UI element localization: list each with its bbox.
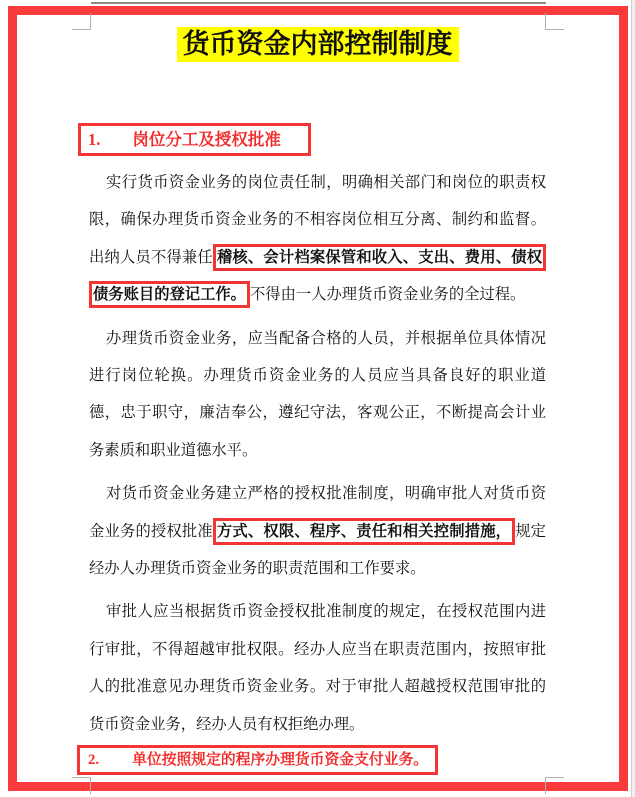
page-right-edge — [631, 0, 635, 797]
section-2-heading-box — [77, 745, 438, 775]
paragraph-1-text-post: 不得由一人办理货币资金业务的全过程。 — [249, 286, 526, 304]
section-2-label: 单位按照规定的程序办理货币资金支付业务。 — [132, 752, 429, 768]
page-top-edge-line — [91, 2, 546, 4]
title-row — [0, 27, 635, 62]
section-1-label: 岗位分工及授权批准 — [132, 130, 281, 149]
body-text — [89, 164, 546, 749]
paragraph-3 — [89, 475, 546, 587]
paragraph-1 — [89, 164, 546, 314]
paragraph-4-text: 审批人应当根据货币资金授权批准制度的规定，在授权范围内进行审批，不得超越审批权限。经办人应当在职责范围内，按照审批人的批准意见办理货币资金业务。对于审批人超越授权范围审批的货币资金业务，经办人员有权拒绝办理。 — [89, 603, 546, 733]
section-2-number: 2. — [88, 752, 100, 768]
paragraph-3-text-post: 规定经办人办理货币资金业务的职责范围和工作要求。 — [89, 522, 546, 578]
paragraph-3-text-pre: 对货币资金业务建立严格的授权批准制度，明确审批人对货币资金业务的授权批准 — [89, 485, 546, 540]
paragraph-3-boxed-emphasis: 方式、权限、程序、责任和相关控制措施， — [213, 518, 515, 545]
crop-mark-bottom-right — [545, 777, 564, 794]
paragraph-2 — [89, 320, 546, 470]
crop-mark-bottom-left — [72, 777, 91, 794]
paragraph-4 — [89, 593, 546, 743]
section-1-number: 1. — [88, 130, 101, 149]
paragraph-2-text: 办理货币资金业务，应当配备合格的人员，并根据单位具体情况进行岗位轮换。办理货币资金业务的人员应当具备良好的职业道德，忠于职守，廉洁奉公，遵纪守法，客观公正，不断提高会计业务素质和职业道德水平。 — [89, 329, 546, 459]
paragraph-1-boxed-emphasis: 稽核、会计档案保管和收入、支出、费用、债权债务账目的登记工作。 — [89, 244, 546, 308]
paragraph-1-text-pre: 实行货币资金业务的岗位责任制，明确相关部门和岗位的职责权限，确保办理货币资金业务的不相容岗位相互分离、制约和监督。出纳人员不得兼任 — [89, 174, 546, 266]
page-title: 货币资金内部控制制度 — [177, 27, 459, 62]
section-1-heading-box — [78, 123, 311, 156]
